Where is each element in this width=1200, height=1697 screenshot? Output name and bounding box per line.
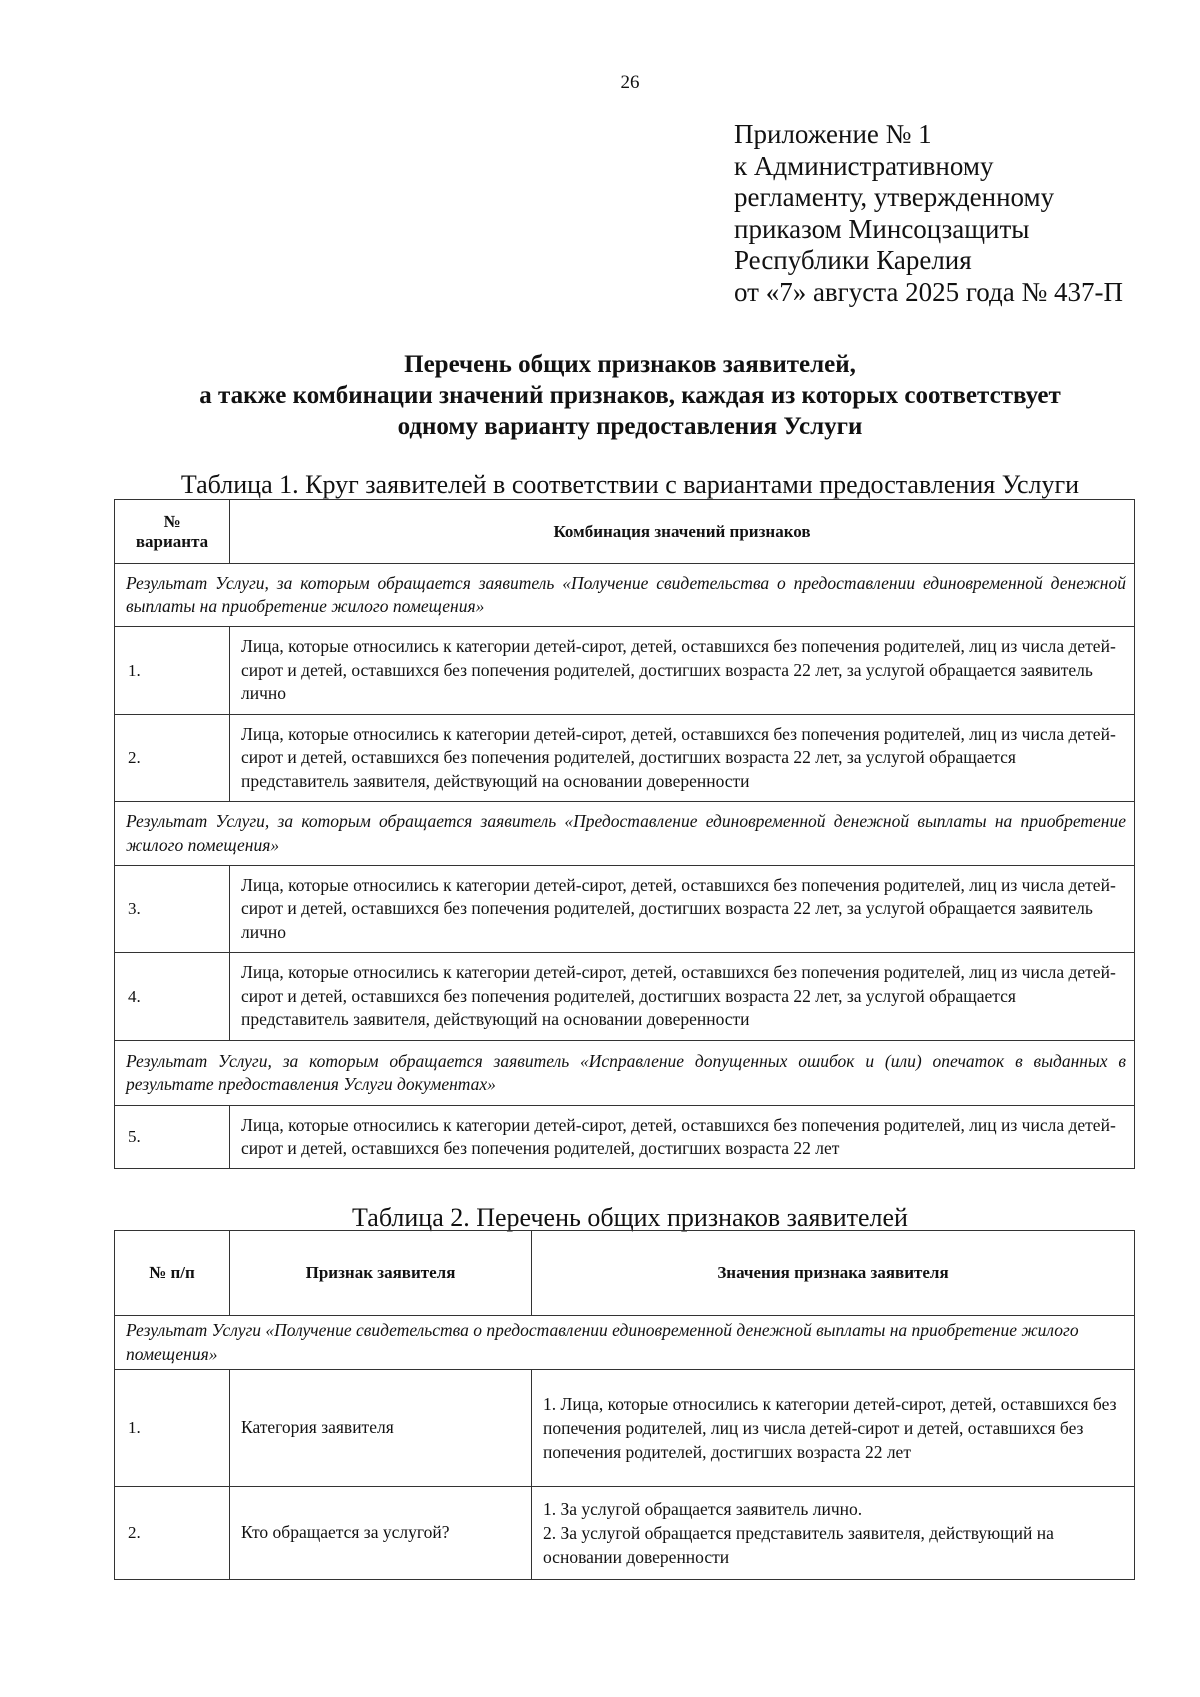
combination-text: Лица, которые относились к категории детей-сирот, детей, оставшихся без попечения родителей, лиц из числа детей-сирот и детей, оставшихся без попечения родителей, достигших возраста 22 лет, за услугой обращается представитель заявителя, действующий на основании доверенности: [230, 953, 1135, 1041]
applicants-variants-table: [114, 499, 1135, 1169]
sign-value: 2. За услугой обращается представитель заявителя, действующий на основании доверенности: [543, 1523, 1054, 1567]
combination-text: Лица, которые относились к категории детей-сирот, детей, оставшихся без попечения родителей, лиц из числа детей-сирот и детей, оставшихся без попечения родителей, достигших возраста 22 лет, за услугой обращается представитель заявителя, действующий на основании доверенности: [230, 715, 1135, 802]
appendix-line: приказом Минсоцзащиты: [734, 213, 1030, 244]
sign-values: [532, 1370, 1135, 1487]
sign-value: 1. За услугой обращается заявитель лично.: [543, 1499, 863, 1519]
appendix-line: к Административному: [734, 150, 994, 181]
table2-caption: Таблица 2. Перечень общих признаков заявителей: [352, 1203, 908, 1232]
combination-text: Лица, которые относились к категории детей-сирот, детей, оставшихся без попечения родителей, лиц из числа детей-сирот и детей, оставшихся без попечения родителей, достигших возраста 22 лет: [230, 1106, 1135, 1169]
heading-line: одному варианту предоставления Услуги: [397, 413, 863, 440]
sign-name: Кто обращается за услугой?: [230, 1487, 532, 1580]
table1-caption: Таблица 1. Круг заявителей в соответствии с вариантами предоставления Услуги: [180, 470, 1080, 499]
applicant-signs-table: [114, 1230, 1135, 1580]
variant-number: 1.: [115, 627, 230, 715]
row-number: 2.: [115, 1487, 230, 1580]
combination-header: Комбинация значений признаков: [230, 500, 1135, 564]
row-number: 1.: [115, 1370, 230, 1487]
values-header: Значения признака заявителя: [532, 1231, 1135, 1316]
table-row: [115, 953, 1135, 1041]
appendix-block: [734, 119, 1123, 308]
sign-values: [532, 1487, 1135, 1580]
sign-header: Признак заявителя: [230, 1231, 532, 1316]
table-row: [115, 627, 1135, 715]
appendix-line: от «7» августа 2025 года № 437-П: [734, 276, 1123, 307]
document-heading: [100, 349, 1160, 442]
result-row: [115, 1316, 1135, 1370]
result-row: [115, 802, 1135, 866]
page-number: 26: [620, 72, 640, 93]
result-row: [115, 1041, 1135, 1106]
variant-number: 4.: [115, 953, 230, 1041]
heading-line: а также комбинации значений признаков, каждая из которых соответствует: [199, 382, 1061, 409]
variant-number-header: № варианта: [115, 500, 230, 564]
table-header-row: [115, 500, 1135, 564]
result-text: Результат Услуги «Получение свидетельства о предоставлении единовременной денежной выплаты на приобретение жилого помещения»: [115, 1316, 1135, 1370]
table-row: [115, 1370, 1135, 1487]
table-row: [115, 1106, 1135, 1169]
result-text: Результат Услуги, за которым обращается заявитель «Предоставление единовременной денежной выплаты на приобретение жилого помещения»: [115, 802, 1135, 866]
sign-name: Категория заявителя: [230, 1370, 532, 1487]
combination-text: Лица, которые относились к категории детей-сирот, детей, оставшихся без попечения родителей, лиц из числа детей-сирот и детей, оставшихся без попечения родителей, достигших возраста 22 лет, за услугой обращается заявитель лично: [230, 627, 1135, 715]
table-row: [115, 866, 1135, 953]
sign-value: 1. Лица, которые относились к категории детей-сирот, детей, оставшихся без попечения родителей, лиц из числа детей-сирот и детей, оставшихся без попечения родителей, достигших возраста 22 лет: [543, 1394, 1117, 1462]
number-header: № п/п: [115, 1231, 230, 1316]
table-row: [115, 1487, 1135, 1580]
table-header-row: [115, 1231, 1135, 1316]
variant-number: 3.: [115, 866, 230, 953]
result-row: [115, 564, 1135, 627]
appendix-line: Республики Карелия: [734, 245, 972, 275]
combination-text: Лица, которые относились к категории детей-сирот, детей, оставшихся без попечения родителей, лиц из числа детей-сирот и детей, оставшихся без попечения родителей, достигших возраста 22 лет, за услугой обращается заявитель лично: [230, 866, 1135, 953]
variant-number: 5.: [115, 1106, 230, 1169]
heading-line: Перечень общих признаков заявителей,: [404, 351, 856, 378]
table-row: [115, 715, 1135, 802]
result-text: Результат Услуги, за которым обращается заявитель «Получение свидетельства о предоставлении единовременной денежной выплаты на приобретение жилого помещения»: [115, 564, 1135, 627]
result-text: Результат Услуги, за которым обращается заявитель «Исправление допущенных ошибок и (или) опечаток в выданных в результате предоставления Услуги документах»: [115, 1041, 1135, 1106]
appendix-line: регламенту, утвержденному: [734, 182, 1055, 212]
appendix-line: Приложение № 1: [734, 119, 932, 149]
variant-number: 2.: [115, 715, 230, 802]
